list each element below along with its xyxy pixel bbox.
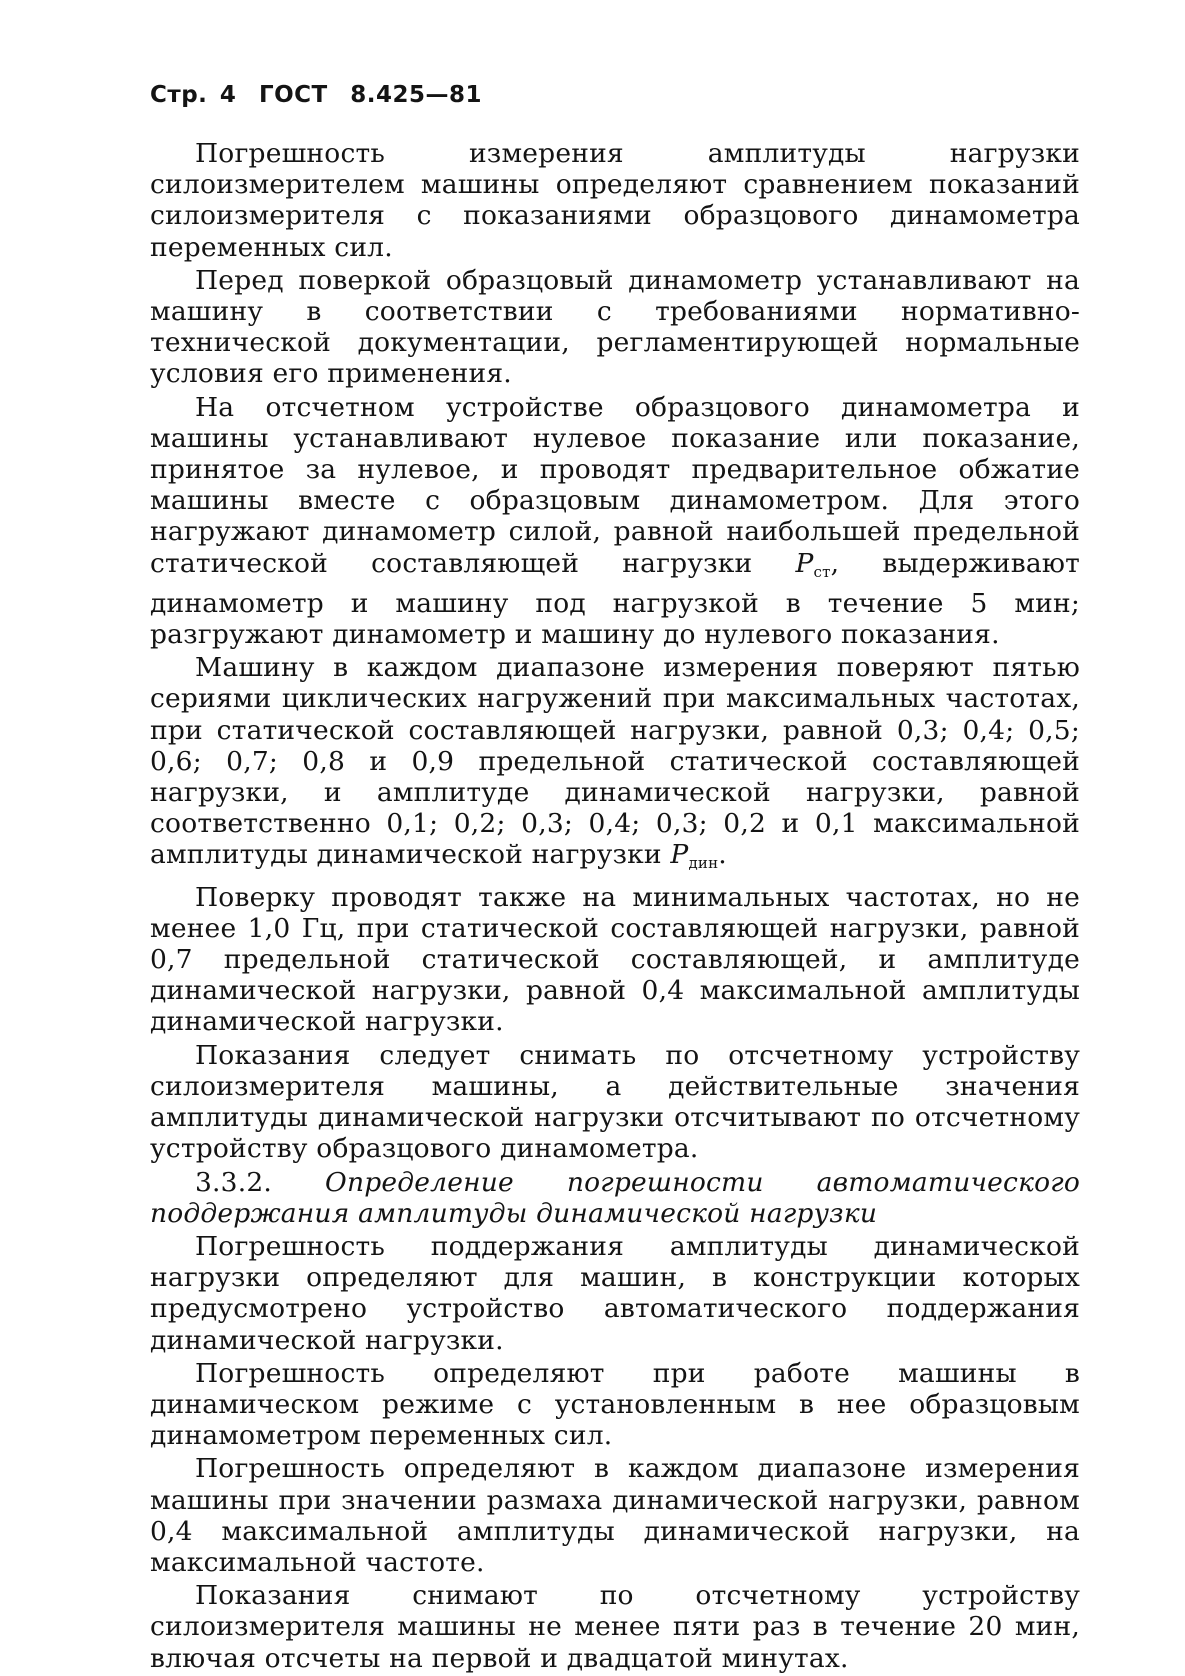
force-subscript: дин xyxy=(688,854,719,873)
paragraph: Погрешность измерения амплитуды нагрузки силоизмерителем машины определяют сравнением показаний силоизмерителя с показаниями образцового динамометра переменных сил. xyxy=(150,138,1080,263)
standard-number: 8.425—81 xyxy=(350,82,482,108)
paragraph: Показания следует снимать по отсчетному устройству силоизмерителя машины, а действительные значения амплитуды динамической нагрузки отсчитывают по отсчетному устройству образцового динамометра. xyxy=(150,1039,1080,1165)
paragraph: Показания снимают по отсчетному устройству силоизмерителя машины не менее пяти раз в течение 20 мин, влючая отсчеты на первой и двадцатой минутах. xyxy=(150,1580,1080,1674)
standard-label: ГОСТ xyxy=(258,82,328,108)
paragraph: Поверку проводят также на минимальных частотах, но не менее 1,0 Гц, при статической составляющей нагрузки, равной 0,7 предельной статической составляющей, и амплитуде динамической нагрузки, равной 0,4 максимальной амплитуды динамической нагрузки. xyxy=(150,881,1080,1038)
force-symbol: P xyxy=(670,839,689,871)
paragraph: Погрешность определяют в каждом диапазоне измерения машины при значении размаха динамической нагрузки, равном 0,4 максимальной амплитуды динамической нагрузки, на максимальной частоте. xyxy=(150,1453,1080,1578)
section-title: Определение погрешности автоматического поддержания амплитуды динамической нагрузки xyxy=(150,1166,1081,1229)
paragraph-zeroing xyxy=(150,392,1080,651)
paragraph-series xyxy=(150,652,1080,879)
paragraph-text: , выдерживают динамометр и машину под нагрузкой в течение 5 мин; разгружают динамометр и машину до нулевого показания. xyxy=(150,547,1080,651)
page-label: Стр. 4 xyxy=(150,82,237,108)
paragraph-text: На отсчетном устройстве образцового динамометра и машины устанавливают нулевое показание или показание, принятое за нулевое, и проводят предварительное обжатие машины вместе с образцовым динамометром. Для этого нагружают динамометр силой, равной наибольшей предельной статической составляющей нагрузки xyxy=(150,391,1080,579)
section-number: 3.3.2. xyxy=(195,1166,273,1198)
section-heading xyxy=(150,1167,1080,1229)
document-page xyxy=(150,82,1080,1676)
paragraph-text: . xyxy=(718,839,727,871)
paragraph-text: Машину в каждом диапазоне измерения поверяют пятью сериями циклических нагружений при максимальных частотах, при статической составляющей нагрузки, равной 0,3; 0,4; 0,5; 0,6; 0,7; 0,8 и 0,9 предельной статической составляющей нагрузки, и амплитуде динамической нагрузки, равной соответственно 0,1; 0,2; 0,3; 0,4; 0,3; 0,2 и 0,1 максимальной амплитуды динамической нагрузки xyxy=(150,652,1080,871)
force-symbol: P xyxy=(795,547,814,579)
paragraph: Погрешность поддержания амплитуды динамической нагрузки определяют для машин, в конструкции которых предусмотрено устройство автоматического поддержания динамической нагрузки. xyxy=(150,1230,1080,1356)
paragraph: Перед поверкой образцовый динамометр устанавливают на машину в соответствии с требованиями нормативно-технической документации, регламентирующей нормальные условия его применения. xyxy=(150,264,1080,390)
force-subscript: ст xyxy=(813,562,831,581)
paragraph: Погрешность определяют при работе машины в динамическом режиме с установленным в нее образцовым динамометром переменных сил. xyxy=(150,1357,1080,1452)
page-header xyxy=(150,82,1080,108)
